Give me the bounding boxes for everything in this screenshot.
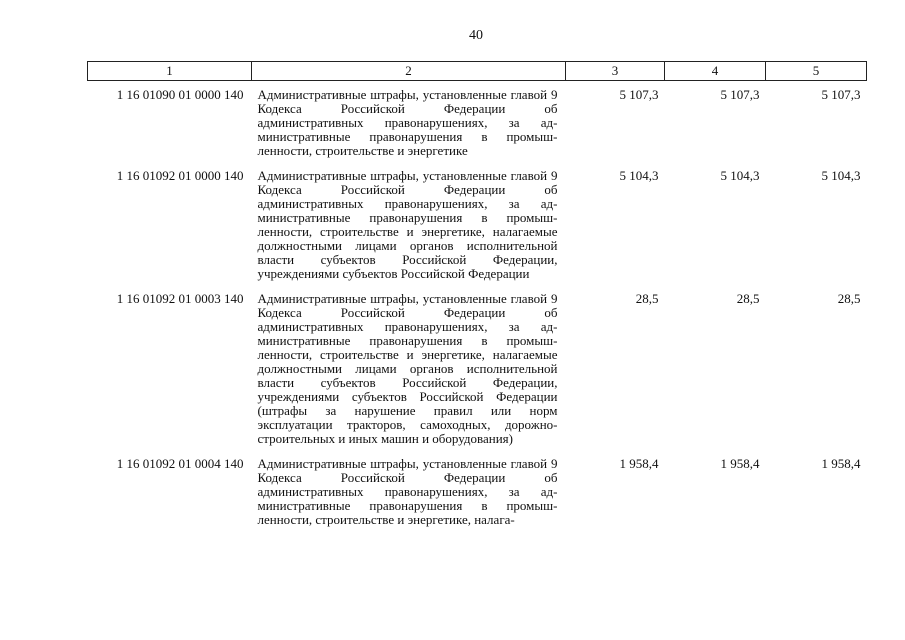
budget-code: 1 16 01092 01 0003 140	[116, 291, 244, 306]
amount-col-3: 5 104,3	[619, 168, 659, 183]
table-row	[88, 285, 867, 450]
amount-col-3: 28,5	[635, 291, 659, 306]
row-description: Административные штрафы, установленные главой 9 Кодекса Российской Федерации об административных правонарушениях, за административные правонарушения в промышленности, строительстве и энергетике, налага-	[257, 456, 558, 527]
page-number: 40	[469, 28, 483, 43]
amount-col-3: 1 958,4	[619, 456, 659, 471]
table-row	[88, 450, 867, 531]
amount-col-5: 1 958,4	[821, 456, 861, 471]
row-description: Административные штрафы, установленные главой 9 Кодекса Российской Федерации об административных правонарушениях, за административные правонарушения в промышленности, строительстве и энергетике, налагаемые должностными лицами органов исполнительной власти субъектов Российской Федерации, учреждениями субъектов Российской Федерации (штрафы за нарушение правил или норм эксплуатации тракторов, самоходных, дорожно-строительных и иных машин и оборудования)	[257, 291, 558, 446]
header-col-2: 2	[252, 62, 566, 81]
budget-code: 1 16 01090 01 0000 140	[116, 87, 244, 102]
table-header-row	[88, 62, 867, 81]
amount-col-5: 5 104,3	[821, 168, 861, 183]
amount-col-4: 28,5	[736, 291, 760, 306]
budget-code: 1 16 01092 01 0004 140	[116, 456, 244, 471]
header-col-5: 5	[766, 62, 867, 81]
header-col-1: 1	[88, 62, 252, 81]
header-col-3: 3	[566, 62, 665, 81]
amount-col-4: 5 107,3	[720, 87, 760, 102]
amount-col-4: 1 958,4	[720, 456, 760, 471]
table-row	[88, 162, 867, 285]
budget-code: 1 16 01092 01 0000 140	[116, 168, 244, 183]
amount-col-5: 5 107,3	[821, 87, 861, 102]
row-description: Административные штрафы, установленные главой 9 Кодекса Российской Федерации об административных правонарушениях, за административные правонарушения в промышленности, строительстве и энергетике, налагаемые должностными лицами органов исполнительной власти субъектов Российской Федерации, учреждениями субъектов Российской Федерации	[257, 168, 558, 281]
amount-col-4: 5 104,3	[720, 168, 760, 183]
amount-col-5: 28,5	[837, 291, 861, 306]
revenue-table	[87, 61, 867, 531]
amount-col-3: 5 107,3	[619, 87, 659, 102]
table-row	[88, 81, 867, 163]
row-description: Административные штрафы, установленные главой 9 Кодекса Российской Федерации об административных правонарушениях, за административные правонарушения в промышленности, строительстве и энергетике	[257, 87, 558, 158]
header-col-4: 4	[665, 62, 766, 81]
